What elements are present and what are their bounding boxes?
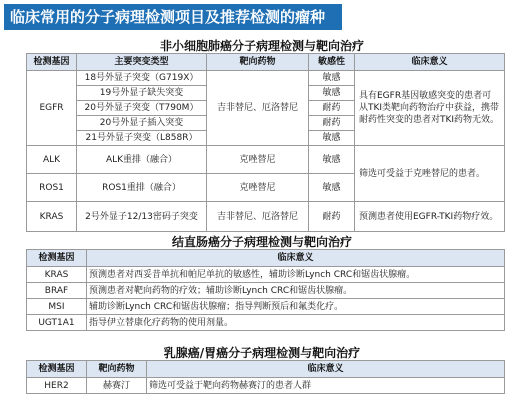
breast-table	[26, 360, 505, 394]
alk-sensitivity: 敏感	[309, 146, 355, 174]
egfr-mutation: 21号外显子突变（L858R）	[77, 131, 207, 146]
crc-gene: UGT1A1	[27, 315, 87, 331]
nsclc-header-gene: 检测基因	[27, 54, 77, 71]
egfr-significance: 具有EGFR基因敏感突变的患者可从TKI类靶向药物治疗中获益，携带耐药性突变的患者对TKI药物无效。	[355, 71, 505, 146]
egfr-sensitivity: 耐药	[309, 101, 355, 116]
egfr-mutation: 20号外显子插入突变	[77, 116, 207, 131]
egfr-sensitivity: 敏感	[309, 86, 355, 101]
egfr-mutation: 19号外显子缺失突变	[77, 86, 207, 101]
her2-gene: HER2	[27, 378, 87, 394]
kras-significance: 预测患者使用EGFR-TKI药物疗效。	[355, 202, 505, 232]
her2-drug: 赫赛汀	[87, 378, 147, 394]
crc-section-title: 结直肠癌分子病理检测与靶向治疗	[171, 235, 352, 249]
crc-gene: KRAS	[27, 267, 87, 283]
nsclc-header-sensitivity: 敏感性	[309, 54, 355, 71]
crc-significance: 预测患者对西妥昔单抗和帕尼单抗的敏感性，辅助诊断Lynch CRC和锯齿状腺瘤。	[87, 267, 505, 283]
egfr-gene: EGFR	[27, 71, 77, 146]
kras-sensitivity: 耐药	[309, 202, 355, 232]
crc-significance: 预测患者对靶向药物的疗效；辅助诊断Lynch CRC和锯齿状腺瘤。	[87, 283, 505, 299]
nsclc-header-significance: 临床意义	[355, 54, 505, 71]
alk-mutation: ALK重排（融合）	[77, 146, 207, 174]
kras-gene: KRAS	[27, 202, 77, 232]
nsclc-header-mutation: 主要突变类型	[77, 54, 207, 71]
crc-table	[26, 249, 505, 331]
nsclc-table	[26, 53, 505, 232]
alk-ros1-significance: 筛选可受益于克唑替尼的患者。	[355, 146, 505, 202]
alk-gene: ALK	[27, 146, 77, 174]
crc-header-significance: 临床意义	[87, 250, 505, 267]
egfr-mutation: 20号外显子突变（T790M）	[77, 101, 207, 116]
egfr-sensitivity: 耐药	[309, 116, 355, 131]
her2-significance: 筛选可受益于靶向药物赫赛汀的患者人群	[147, 378, 505, 394]
breast-header-significance: 临床意义	[147, 361, 505, 378]
ros1-mutation: ROS1重排（融合）	[77, 174, 207, 202]
crc-significance: 辅助诊断Lynch CRC和锯齿状腺瘤；指导判断预后和氟类化疗。	[87, 299, 505, 315]
egfr-drug: 吉非替尼、厄洛替尼	[207, 71, 309, 146]
crc-gene: BRAF	[27, 283, 87, 299]
nsclc-header-drug: 靶向药物	[207, 54, 309, 71]
egfr-sensitivity: 敏感	[309, 131, 355, 146]
kras-mutation: 2号外显子12/13密码子突变	[77, 202, 207, 232]
breast-header-gene: 检测基因	[27, 361, 87, 378]
ros1-gene: ROS1	[27, 174, 77, 202]
kras-drug: 吉非替尼、厄洛替尼	[207, 202, 309, 232]
breast-section-title: 乳腺癌/胃癌分子病理检测与靶向治疗	[163, 346, 361, 360]
crc-significance: 指导伊立替康化疗药物的使用剂量。	[87, 315, 505, 331]
ros1-sensitivity: 敏感	[309, 174, 355, 202]
breast-header-drug: 靶向药物	[87, 361, 147, 378]
alk-drug: 克唑替尼	[207, 146, 309, 174]
ros1-drug: 克唑替尼	[207, 174, 309, 202]
egfr-mutation: 18号外显子突变（G719X）	[77, 71, 207, 86]
nsclc-section-title: 非小细胞肺癌分子病理检测与靶向治疗	[159, 39, 364, 53]
crc-header-gene: 检测基因	[27, 250, 87, 267]
egfr-sensitivity: 敏感	[309, 71, 355, 86]
page-banner: 临床常用的分子病理检测项目及推荐检测的瘤种	[4, 4, 342, 30]
crc-gene: MSI	[27, 299, 87, 315]
